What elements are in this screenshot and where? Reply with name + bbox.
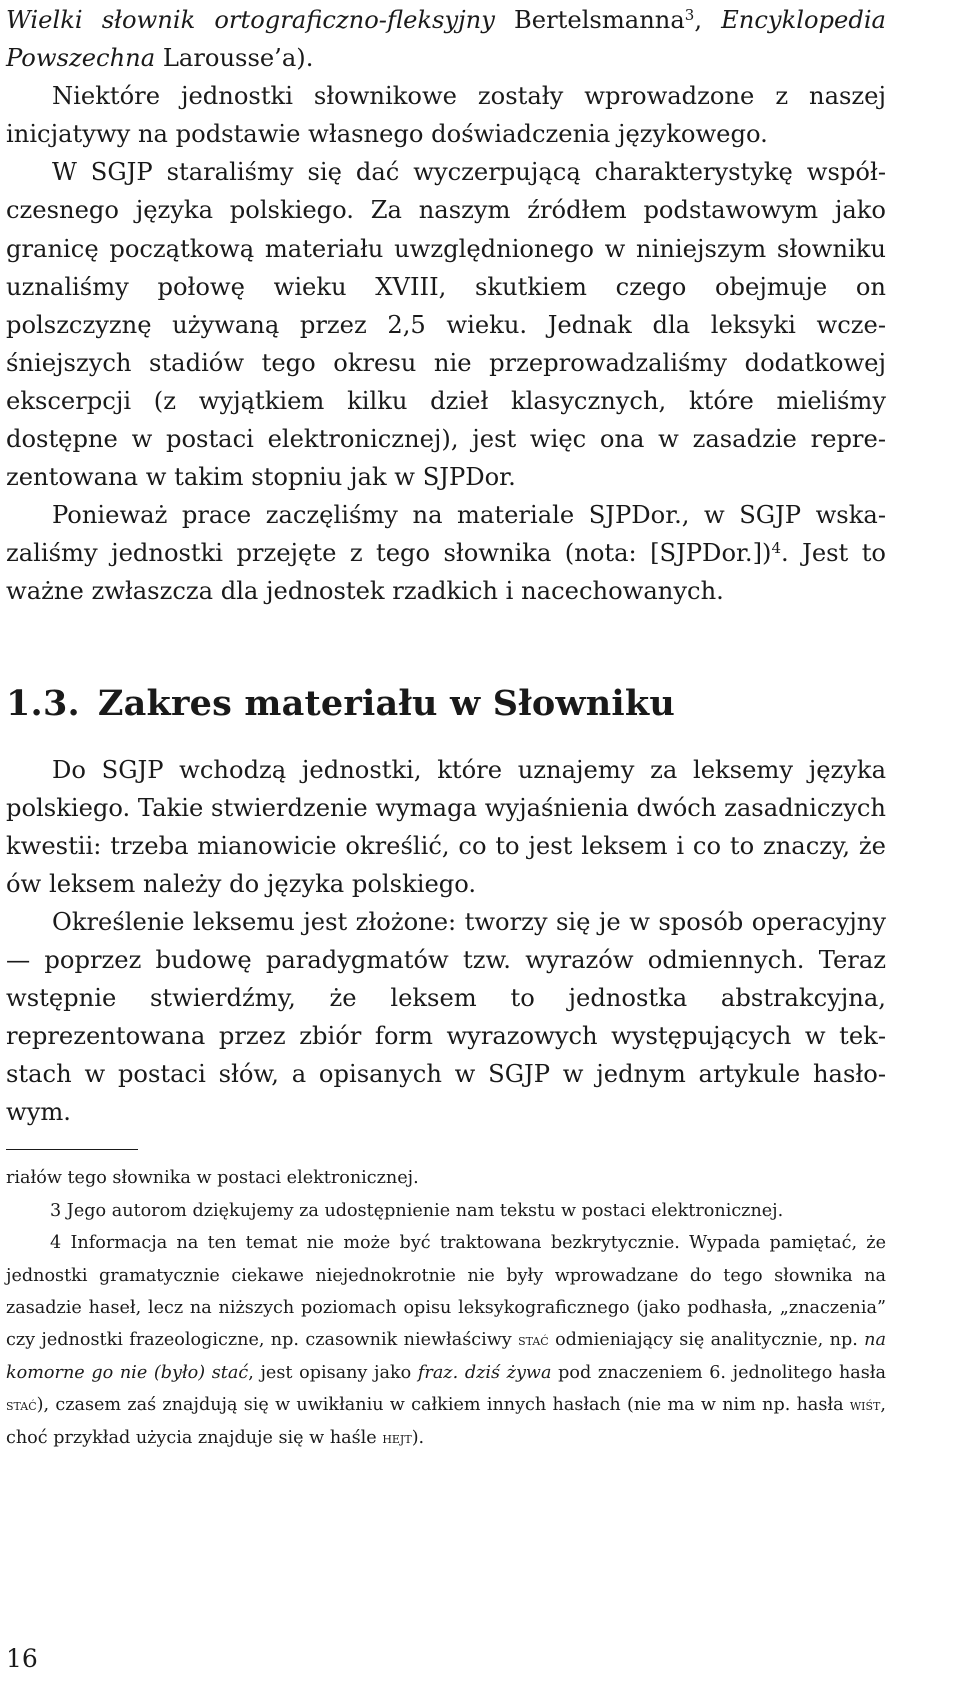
text-run: pod znaczeniem 6. jednolitego hasła — [551, 1362, 887, 1383]
page-number: 16 — [6, 1644, 38, 1673]
text-run: . Jest to ważne zwłaszcza dla jednostek rzadkich i nacechowanych. — [6, 539, 886, 606]
text-run: 4 Informacja na ten temat nie może być traktowana bezkrytycznie. Wypada pamiętać, że jednostki gramatycznie ciekawe niejednokrotnie nie były wprowadzane do tego słownika na zasadzie haseł, lecz na niższych poziomach opisu leksykograficznego (jako podhasła, „znaczenia” czy jednostki frazeologiczne, np. czasownik niewłaściwy — [6, 1233, 886, 1351]
paragraph-sgjp-characteristics: W SGJP staraliśmy się dać wyczerpującą charakterystykę współczesnego języka polskiego. Za naszym źródłem podstawowym jako granicę początkową materiału uwzględnionego w niniejszym słowniku uznaliśmy połowę wieku XVIII, skutkiem czego obejmuje on polszczyznę używaną przez 2,5 wieku. Jednak dla leksyki wcześniejszych stadiów tego okresu nie przeprowadzaliśmy dodatkowej ekscerpcji (z wyjątkiem kilku dzieł klasycznych, które mieliśmy dostępne w postaci elektronicznej), jest więc ona w zasadzie reprezentowana w takim stopniu jak w SJPDor. — [6, 158, 886, 492]
footnotes — [6, 1162, 886, 1454]
small-caps-term: stać — [6, 1395, 37, 1415]
text-run: Wielki słownik ortograficzno-fleksyjny — [6, 6, 495, 34]
text-run: ). — [411, 1427, 425, 1448]
footnote-4 — [6, 1227, 886, 1454]
paragraph-lexeme-definition: Określenie leksemu jest złożone: tworzy się je w sposób operacyjny — poprzez budowę paradygmatów tzw. wyrazów odmiennych. Teraz wstępnie stwierdźmy, że leksem to jednostka abstrakcyjna, reprezentowana przez zbiór form wyrazowych występujących w tekstach w postaci słów, a opisanych w SGJP w jednym artykule hasłowym. — [6, 907, 886, 1127]
small-caps-term: wiśt — [849, 1395, 881, 1415]
text-run: Bertelsmanna — [494, 6, 685, 34]
section-number: 1.3. — [6, 682, 80, 724]
text-run: na komorne go nie (było) stać — [6, 1330, 886, 1383]
intro-continuation — [6, 0, 886, 77]
paragraph-lexemes: Do SGJP wchodzą jednostki, które uznajemy za leksemy języka polskiego. Takie stwierdzenie wymaga wyjaśnienia dwóch zasadniczych kwestii: trzeba mianowicie określić, co to jest leksem i co to znaczy, że ów leksem należy do języka polskiego. — [6, 755, 886, 898]
footnote-marker: 3 — [684, 5, 695, 24]
text-run: , jest opisany jako — [248, 1362, 418, 1383]
text-run: , — [694, 6, 722, 34]
section-title: Zakres materiału w Słowniku — [97, 682, 675, 724]
text-run: odmieniający się analitycznie, np. — [548, 1330, 865, 1351]
text-run: Larousse’a). — [155, 44, 314, 73]
main-text — [6, 0, 886, 1131]
text-run: Encyklopedia Powszechna — [6, 6, 886, 73]
footnote-marker: 4 — [771, 539, 782, 558]
small-caps-term: stać — [518, 1330, 549, 1350]
text-run: ), czasem zaś znajdują się w uwikłaniu w całkiem innych hasłach (nie ma w nim np. hasła — [36, 1395, 850, 1416]
small-caps-term: hejt — [382, 1427, 412, 1447]
footnote-continuation: riałów tego słownika w postaci elektronicznej. — [6, 1168, 419, 1189]
document-page — [6, 0, 886, 1454]
section-heading — [6, 682, 886, 726]
text-run: , choć przykład użycia znajduje się w haśle — [6, 1395, 886, 1448]
paragraph-own-initiative: Niektóre jednostki słownikowe zostały wprowadzone z naszej inicjatywy na podstawie własnego doświadczenia językowego. — [6, 82, 886, 149]
text-run: Ponieważ prace zaczęliśmy na materiale SJPDor., w SGJP wskazaliśmy jednostki przejęte z tego słownika (nota: [SJPDor.]) — [6, 501, 886, 568]
footnote-separator — [6, 1149, 138, 1150]
text-run: fraz. dziś żywa — [417, 1362, 552, 1383]
footnote-3: 3 Jego autorom dziękujemy za udostępnienie nam tekstu w postaci elektronicznej. — [50, 1200, 784, 1221]
paragraph-sjpdor-units — [6, 496, 886, 610]
